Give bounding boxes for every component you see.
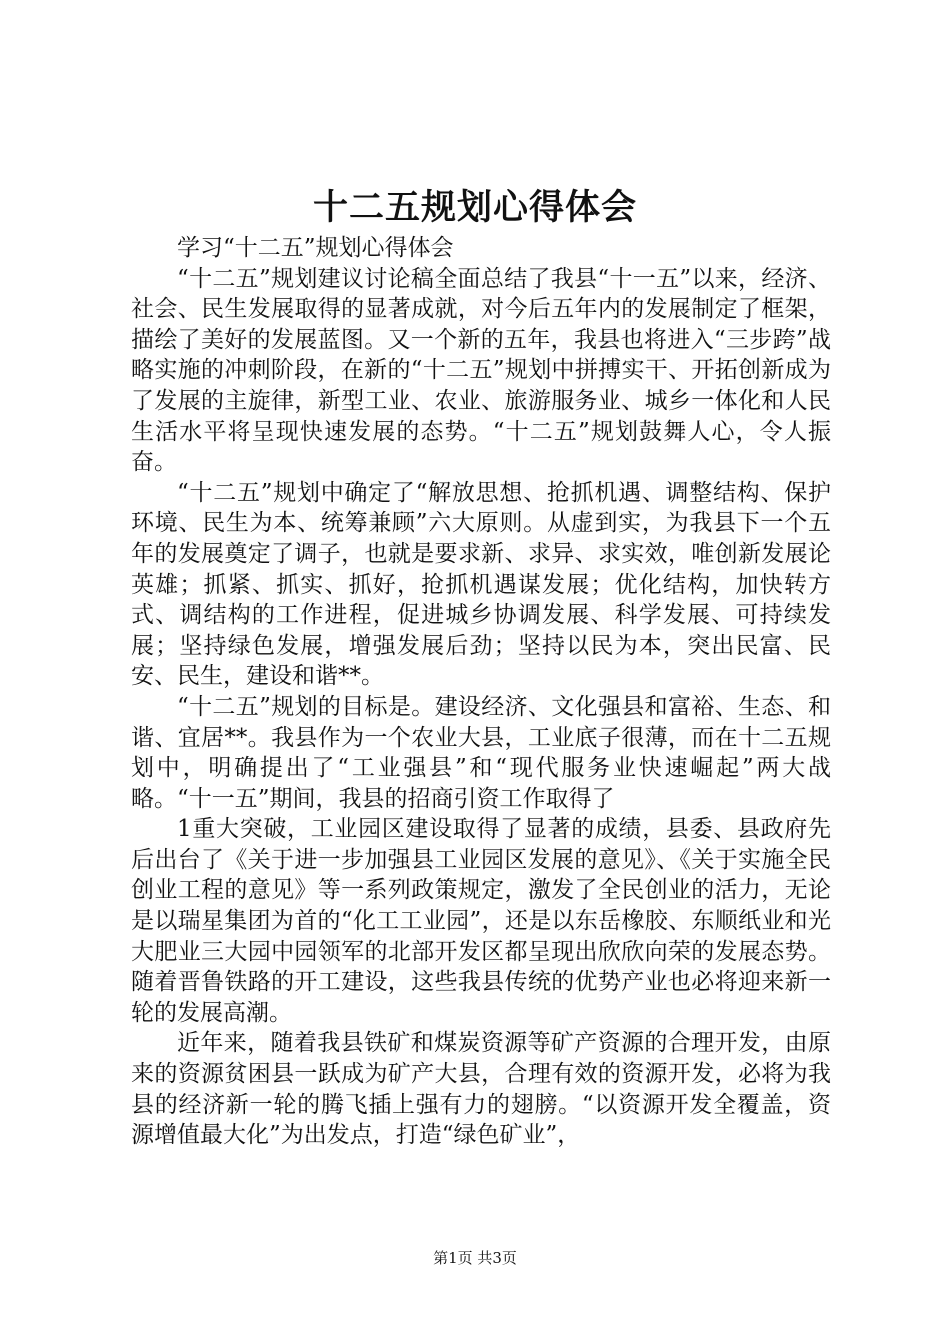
document-body	[131, 233, 831, 1151]
subtitle-paragraph: 学习“十二五”规划心得体会	[177, 235, 454, 261]
document-title: 十二五规划心得体会	[312, 187, 637, 228]
page-footer: 第1页 共3页	[433, 1249, 517, 1267]
body-paragraph: “十二五”规划中确定了“解放思想、抢抓机遇、调整结构、保护环境、民生为本、统筹兼顾”六大原则。从虚到实，为我县下一个五年的发展奠定了调子，也就是要求新、求异、求实效，唯创新发展论英雄；抓紧、抓实、抓好，抢抓机遇谋发展；优化结构，加快转方式、调结构的工作进程，促进城乡协调发展、科学发展、可持续发展；坚持绿色发展，增强发展后劲；坚持以民为本，突出民富、民安、民生，建设和谐**。	[131, 479, 831, 690]
body-paragraph: 近年来，随着我县铁矿和煤炭资源等矿产资源的合理开发，由原来的资源贫困县一跃成为矿产大县，合理有效的资源开发，必将为我县的经济新一轮的腾飞插上强有力的翅膀。“以资源开发全覆盖，资源增值最大化”为出发点，打造“绿色矿业”，	[131, 1030, 831, 1149]
body-paragraph: 1重大突破，工业园区建设取得了显著的成绩，县委、县政府先后出台了《关于进一步加强县工业园区发展的意见》、《关于实施全民创业工程的意见》等一系列政策规定，激发了全民创业的活力，无论是以瑞星集团为首的“化工工业园”，还是以东岳橡胶、东顺纸业和光大肥业三大园中园领军的北部开发区都呈现出欣欣向荣的发展态势。随着晋鲁铁路的开工建设，这些我县传统的优势产业也必将迎来新一轮的发展高潮。	[131, 816, 831, 1026]
body-paragraph: “十二五”规划的目标是。建设经济、文化强县和富裕、生态、和谐、宜居**。我县作为一个农业大县，工业底子很薄，而在十二五规划中，明确提出了“工业强县”和“现代服务业快速崛起”两大战略。“十一五”期间，我县的招商引资工作取得了	[131, 693, 831, 812]
body-paragraph: “十二五”规划建议讨论稿全面总结了我县“十一五”以来，经济、社会、民生发展取得的显著成就，对今后五年内的发展制定了框架，描绘了美好的发展蓝图。又一个新的五年，我县也将进入“三步跨”战略实施的冲刺阶段，在新的“十二五”规划中拼搏实干、开拓创新成为了发展的主旋律，新型工业、农业、旅游服务业、城乡一体化和人民生活水平将呈现快速发展的态势。“十二五”规划鼓舞人心，令人振奋。	[131, 265, 831, 476]
